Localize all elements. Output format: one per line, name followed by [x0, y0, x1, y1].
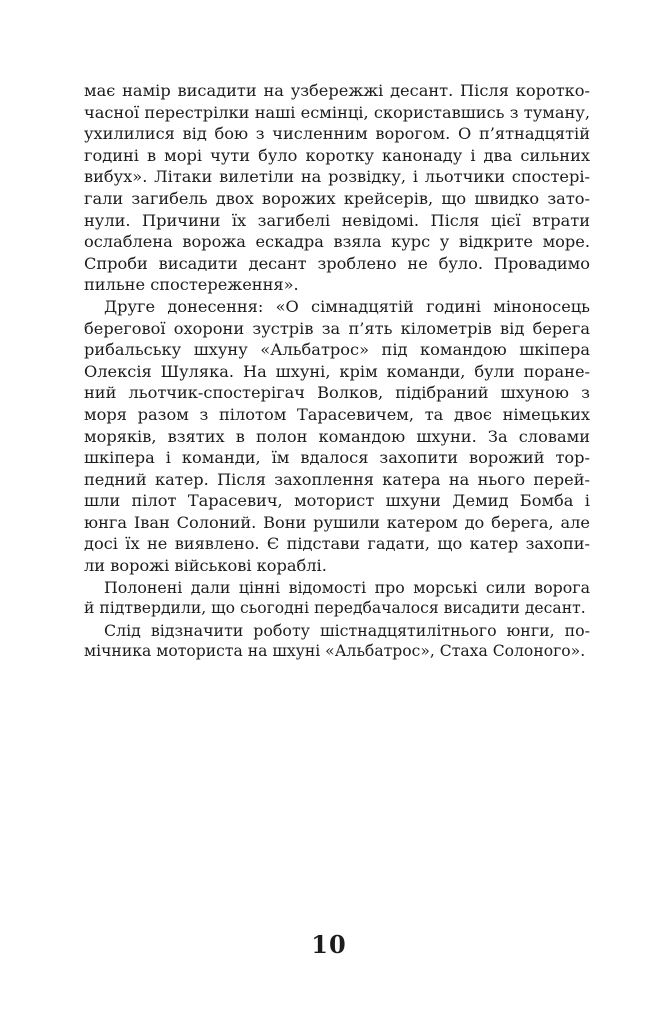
text-line: часної перестрілки наші есмінці, скориставшись з туману,	[84, 102, 590, 122]
text-line: мічника моториста на шхуні «Альбатрос», Стаха Солоного».	[84, 642, 586, 661]
text-line: гали загибель двох ворожих крейсерів, що швидко зато-	[84, 188, 590, 208]
paragraph	[84, 620, 590, 663]
text-line: годині в морі чути було коротку канонаду і два сильних	[84, 145, 590, 165]
text-line: моря разом з пілотом Тарасевичем, та двоє німецьких	[84, 404, 590, 424]
text-line: моряків, взятих в полон командою шхуни. За словами	[84, 426, 590, 446]
text-line: ухилилися від бою з численним ворогом. О п’ятнадцятій	[84, 124, 590, 144]
text-line: ослаблена ворожа ескадра взяла курс у відкрите море.	[84, 232, 590, 252]
text-line: нули. Причини їх загибелі невідомі. Після цієї втрати	[84, 210, 590, 230]
text-line: Друге донесення: «О сімнадцятій годині міноносець	[104, 296, 590, 316]
paragraph	[84, 577, 590, 620]
text-line: Спроби висадити десант зроблено не було. Провадимо	[84, 253, 590, 273]
text-line: шкіпера і команди, їм вдалося захопити ворожий тор-	[84, 448, 590, 468]
text-line: берегової охорони зустрів за п’ять кілометрів від берега	[84, 318, 590, 338]
page-body	[84, 80, 590, 663]
text-line: ли ворожі військові кораблі.	[84, 556, 327, 576]
text-line: рибальську шхуну «Альбатрос» під командою шкіпера	[84, 340, 590, 360]
text-line: ний льотчик-спостерігач Волков, підібраний шхуною з	[84, 383, 590, 403]
text-line: Олексія Шуляка. На шхуні, крім команди, були поранe-	[84, 361, 590, 381]
text-line: Полонені дали цінні відомості про морські сили ворога	[104, 577, 590, 597]
text-line: має намір висадити на узбережжі десант. Після коротко-	[84, 81, 590, 100]
paragraph	[84, 80, 590, 296]
text-line: вибух». Літаки вилетіли на розвідку, і льотчики спостері-	[84, 167, 590, 187]
text-line: юнга Іван Солоний. Вони рушили катером до берега, але	[84, 512, 590, 532]
text-line: Слід відзначити роботу шістнадцятилітнього юнги, по-	[104, 620, 590, 640]
paragraph	[84, 296, 590, 577]
page-number: 10	[311, 930, 347, 959]
text-line: шли пілот Тарасевич, моторист шхуни Демид Бомба і	[84, 491, 590, 511]
text-line: педний катер. Після захоплення катера на нього перей-	[84, 469, 590, 489]
text-line: й підтвердили, що сьогодні передбачалося висадити десант.	[84, 599, 586, 618]
text-line: досі їх не виявлено. Є підстави гадати, що катер захопи-	[84, 534, 590, 554]
text-line: пильне спостереження».	[84, 275, 299, 295]
